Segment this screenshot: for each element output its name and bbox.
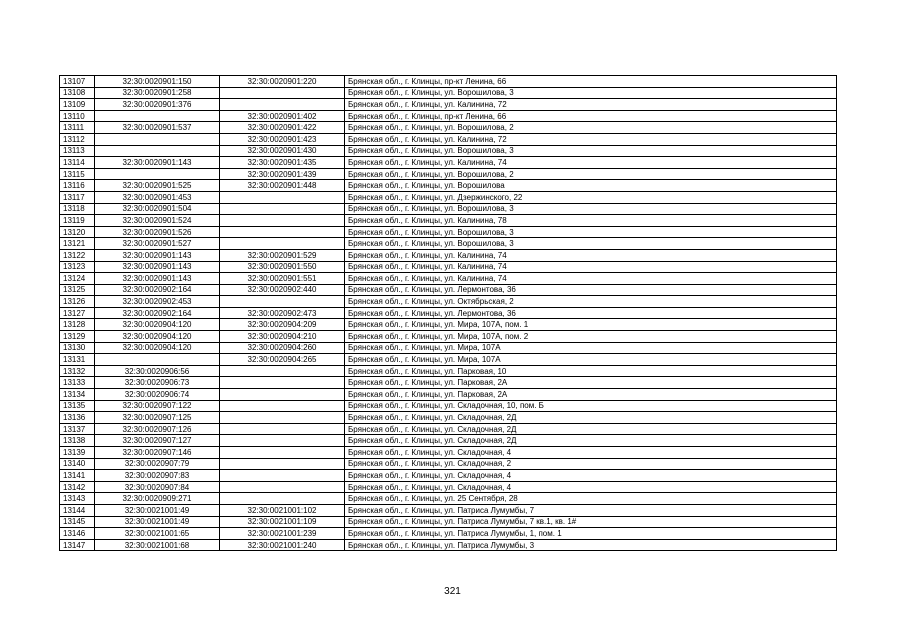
cadastral-number-cell	[95, 354, 220, 366]
table-row	[60, 180, 837, 192]
table-row	[60, 365, 837, 377]
row-number-cell: 13122	[60, 249, 95, 261]
building-number-cell	[220, 481, 345, 493]
building-number-cell	[220, 458, 345, 470]
row-number-cell: 13138	[60, 435, 95, 447]
building-number-cell	[220, 412, 345, 424]
row-number-cell: 13141	[60, 470, 95, 482]
building-number-cell: 32:30:0021001:239	[220, 528, 345, 540]
address-cell: Брянская обл., г. Клинцы, ул. Ворошилова, 3	[345, 238, 837, 250]
address-cell: Брянская обл., г. Клинцы, ул. Парковая, 2А	[345, 377, 837, 389]
row-number-cell: 13147	[60, 539, 95, 551]
table-row	[60, 203, 837, 215]
address-cell: Брянская обл., г. Клинцы, пр-кт Ленина, 66	[345, 76, 837, 88]
row-number-cell: 13113	[60, 145, 95, 157]
cadastral-number-cell: 32:30:0020906:74	[95, 389, 220, 401]
table-body	[60, 76, 837, 551]
building-number-cell	[220, 296, 345, 308]
address-cell: Брянская обл., г. Клинцы, ул. Патриса Лумумбы, 7	[345, 504, 837, 516]
row-number-cell: 13126	[60, 296, 95, 308]
building-number-cell: 32:30:0020902:440	[220, 284, 345, 296]
building-number-cell: 32:30:0021001:102	[220, 504, 345, 516]
table-row	[60, 377, 837, 389]
row-number-cell: 13142	[60, 481, 95, 493]
cadastral-number-cell: 32:30:0020902:453	[95, 296, 220, 308]
table-row	[60, 447, 837, 459]
cadastral-number-cell: 32:30:0020901:525	[95, 180, 220, 192]
address-cell: Брянская обл., г. Клинцы, ул. Парковая, 2А	[345, 389, 837, 401]
address-cell: Брянская обл., г. Клинцы, ул. Калинина, 78	[345, 215, 837, 227]
cadastral-number-cell: 32:30:0020906:56	[95, 365, 220, 377]
cadastral-number-cell	[95, 145, 220, 157]
row-number-cell: 13131	[60, 354, 95, 366]
building-number-cell	[220, 99, 345, 111]
building-number-cell: 32:30:0020904:209	[220, 319, 345, 331]
row-number-cell: 13128	[60, 319, 95, 331]
table-row	[60, 215, 837, 227]
cadastral-number-cell: 32:30:0020909:271	[95, 493, 220, 505]
table-row	[60, 157, 837, 169]
cadastral-number-cell	[95, 168, 220, 180]
table-row	[60, 145, 837, 157]
row-number-cell: 13129	[60, 331, 95, 343]
cadastral-number-cell: 32:30:0020907:79	[95, 458, 220, 470]
table-row	[60, 516, 837, 528]
address-cell: Брянская обл., г. Клинцы, ул. Калинина, 72	[345, 99, 837, 111]
cadastral-number-cell: 32:30:0020901:143	[95, 249, 220, 261]
address-cell: Брянская обл., г. Клинцы, ул. Калинина, 74	[345, 249, 837, 261]
cadastral-number-cell: 32:30:0020906:73	[95, 377, 220, 389]
row-number-cell: 13117	[60, 191, 95, 203]
cadastral-number-cell: 32:30:0020907:146	[95, 447, 220, 459]
building-number-cell	[220, 87, 345, 99]
row-number-cell: 13139	[60, 447, 95, 459]
cadastral-number-cell: 32:30:0020904:120	[95, 342, 220, 354]
table-row	[60, 331, 837, 343]
row-number-cell: 13134	[60, 389, 95, 401]
row-number-cell: 13130	[60, 342, 95, 354]
table-row	[60, 528, 837, 540]
table-row	[60, 76, 837, 88]
address-cell: Брянская обл., г. Клинцы, ул. Ворошилова	[345, 180, 837, 192]
building-number-cell: 32:30:0020901:550	[220, 261, 345, 273]
cadastral-number-cell: 32:30:0020901:150	[95, 76, 220, 88]
address-cell: Брянская обл., г. Клинцы, ул. Складочная, 2Д	[345, 423, 837, 435]
cadastral-number-cell: 32:30:0020904:120	[95, 331, 220, 343]
row-number-cell: 13127	[60, 307, 95, 319]
table-row	[60, 168, 837, 180]
cadastral-number-cell: 32:30:0020901:527	[95, 238, 220, 250]
cadastral-number-cell: 32:30:0020907:127	[95, 435, 220, 447]
address-cell: Брянская обл., г. Клинцы, ул. Ворошилова, 3	[345, 226, 837, 238]
table-row	[60, 470, 837, 482]
cadastral-number-cell: 32:30:0020902:164	[95, 284, 220, 296]
address-cell: Брянская обл., г. Клинцы, пр-кт Ленина, 66	[345, 110, 837, 122]
building-number-cell: 32:30:0020902:473	[220, 307, 345, 319]
building-number-cell: 32:30:0020901:220	[220, 76, 345, 88]
table-row	[60, 296, 837, 308]
table-row	[60, 249, 837, 261]
address-cell: Брянская обл., г. Клинцы, ул. 25 Сентября, 28	[345, 493, 837, 505]
row-number-cell: 13112	[60, 133, 95, 145]
address-cell: Брянская обл., г. Клинцы, ул. Ворошилова, 2	[345, 122, 837, 134]
row-number-cell: 13115	[60, 168, 95, 180]
table-row	[60, 412, 837, 424]
row-number-cell: 13125	[60, 284, 95, 296]
cadastral-number-cell: 32:30:0020907:126	[95, 423, 220, 435]
address-cell: Брянская обл., г. Клинцы, ул. Складочная, 2	[345, 458, 837, 470]
cadastral-number-cell: 32:30:0021001:68	[95, 539, 220, 551]
building-number-cell	[220, 365, 345, 377]
address-cell: Брянская обл., г. Клинцы, ул. Патриса Лумумбы, 1, пом. 1	[345, 528, 837, 540]
building-number-cell	[220, 447, 345, 459]
row-number-cell: 13121	[60, 238, 95, 250]
cadastral-number-cell: 32:30:0020901:376	[95, 99, 220, 111]
building-number-cell: 32:30:0020901:529	[220, 249, 345, 261]
property-table	[59, 75, 837, 551]
cadastral-number-cell: 32:30:0020904:120	[95, 319, 220, 331]
cadastral-number-cell: 32:30:0020901:504	[95, 203, 220, 215]
row-number-cell: 13146	[60, 528, 95, 540]
building-number-cell	[220, 226, 345, 238]
row-number-cell: 13119	[60, 215, 95, 227]
building-number-cell	[220, 215, 345, 227]
building-number-cell	[220, 423, 345, 435]
cadastral-number-cell: 32:30:0020907:84	[95, 481, 220, 493]
address-cell: Брянская обл., г. Клинцы, ул. Калинина, 74	[345, 157, 837, 169]
table-row	[60, 226, 837, 238]
address-cell: Брянская обл., г. Клинцы, ул. Складочная, 4	[345, 447, 837, 459]
address-cell: Брянская обл., г. Клинцы, ул. Патриса Лумумбы, 7 кв.1, кв. 1#	[345, 516, 837, 528]
address-cell: Брянская обл., г. Клинцы, ул. Ворошилова, 2	[345, 168, 837, 180]
row-number-cell: 13133	[60, 377, 95, 389]
row-number-cell: 13145	[60, 516, 95, 528]
cadastral-number-cell: 32:30:0020901:258	[95, 87, 220, 99]
cadastral-number-cell: 32:30:0021001:65	[95, 528, 220, 540]
address-cell: Брянская обл., г. Клинцы, ул. Лермонтова, 36	[345, 284, 837, 296]
building-number-cell	[220, 238, 345, 250]
row-number-cell: 13118	[60, 203, 95, 215]
table-row	[60, 539, 837, 551]
address-cell: Брянская обл., г. Клинцы, ул. Мира, 107А	[345, 342, 837, 354]
cadastral-number-cell	[95, 110, 220, 122]
table-row	[60, 400, 837, 412]
cadastral-number-cell: 32:30:0020901:453	[95, 191, 220, 203]
cadastral-number-cell: 32:30:0020901:143	[95, 157, 220, 169]
building-number-cell: 32:30:0020901:422	[220, 122, 345, 134]
cadastral-number-cell: 32:30:0020907:122	[95, 400, 220, 412]
building-number-cell: 32:30:0021001:109	[220, 516, 345, 528]
row-number-cell: 13114	[60, 157, 95, 169]
building-number-cell: 32:30:0020901:430	[220, 145, 345, 157]
row-number-cell: 13136	[60, 412, 95, 424]
table-row	[60, 238, 837, 250]
address-cell: Брянская обл., г. Клинцы, ул. Ворошилова, 3	[345, 145, 837, 157]
row-number-cell: 13124	[60, 273, 95, 285]
address-cell: Брянская обл., г. Клинцы, ул. Парковая, 10	[345, 365, 837, 377]
table-row	[60, 342, 837, 354]
building-number-cell: 32:30:0020904:210	[220, 331, 345, 343]
table-row	[60, 389, 837, 401]
building-number-cell: 32:30:0020901:423	[220, 133, 345, 145]
row-number-cell: 13137	[60, 423, 95, 435]
cadastral-number-cell: 32:30:0020901:537	[95, 122, 220, 134]
table-row	[60, 110, 837, 122]
row-number-cell: 13107	[60, 76, 95, 88]
building-number-cell	[220, 389, 345, 401]
building-number-cell: 32:30:0020904:265	[220, 354, 345, 366]
cadastral-number-cell: 32:30:0020901:526	[95, 226, 220, 238]
row-number-cell: 13111	[60, 122, 95, 134]
address-cell: Брянская обл., г. Клинцы, ул. Дзержинского, 22	[345, 191, 837, 203]
row-number-cell: 13120	[60, 226, 95, 238]
row-number-cell: 13109	[60, 99, 95, 111]
building-number-cell: 32:30:0020904:260	[220, 342, 345, 354]
table-row	[60, 423, 837, 435]
table-row	[60, 122, 837, 134]
address-cell: Брянская обл., г. Клинцы, ул. Складочная, 4	[345, 481, 837, 493]
page-number: 321	[444, 586, 461, 597]
table-row	[60, 87, 837, 99]
table-row	[60, 273, 837, 285]
building-number-cell: 32:30:0020901:435	[220, 157, 345, 169]
address-cell: Брянская обл., г. Клинцы, ул. Лермонтова, 36	[345, 307, 837, 319]
address-cell: Брянская обл., г. Клинцы, ул. Октябрьская, 2	[345, 296, 837, 308]
table-row	[60, 504, 837, 516]
row-number-cell: 13135	[60, 400, 95, 412]
address-cell: Брянская обл., г. Клинцы, ул. Калинина, 74	[345, 261, 837, 273]
cadastral-number-cell: 32:30:0021001:49	[95, 516, 220, 528]
row-number-cell: 13132	[60, 365, 95, 377]
table-row	[60, 458, 837, 470]
table-row	[60, 354, 837, 366]
address-cell: Брянская обл., г. Клинцы, ул. Мира, 107А	[345, 354, 837, 366]
table-row	[60, 307, 837, 319]
table-row	[60, 133, 837, 145]
building-number-cell: 32:30:0020901:551	[220, 273, 345, 285]
building-number-cell: 32:30:0021001:240	[220, 539, 345, 551]
address-cell: Брянская обл., г. Клинцы, ул. Калинина, 74	[345, 273, 837, 285]
building-number-cell: 32:30:0020901:402	[220, 110, 345, 122]
row-number-cell: 13108	[60, 87, 95, 99]
address-cell: Брянская обл., г. Клинцы, ул. Складочная, 2Д	[345, 435, 837, 447]
cadastral-number-cell: 32:30:0020907:125	[95, 412, 220, 424]
address-cell: Брянская обл., г. Клинцы, ул. Ворошилова, 3	[345, 87, 837, 99]
row-number-cell: 13143	[60, 493, 95, 505]
cadastral-number-cell: 32:30:0021001:49	[95, 504, 220, 516]
address-cell: Брянская обл., г. Клинцы, ул. Мира, 107А, пом. 1	[345, 319, 837, 331]
building-number-cell: 32:30:0020901:439	[220, 168, 345, 180]
row-number-cell: 13144	[60, 504, 95, 516]
address-cell: Брянская обл., г. Клинцы, ул. Ворошилова, 3	[345, 203, 837, 215]
cadastral-number-cell: 32:30:0020901:143	[95, 261, 220, 273]
table-row	[60, 284, 837, 296]
building-number-cell	[220, 435, 345, 447]
address-cell: Брянская обл., г. Клинцы, ул. Складочная, 4	[345, 470, 837, 482]
address-cell: Брянская обл., г. Клинцы, ул. Патриса Лумумбы, 3	[345, 539, 837, 551]
address-cell: Брянская обл., г. Клинцы, ул. Складочная, 10, пом. Б	[345, 400, 837, 412]
building-number-cell	[220, 203, 345, 215]
cadastral-number-cell: 32:30:0020902:164	[95, 307, 220, 319]
building-number-cell	[220, 400, 345, 412]
table-row	[60, 435, 837, 447]
table-row	[60, 493, 837, 505]
building-number-cell	[220, 493, 345, 505]
table-row	[60, 99, 837, 111]
row-number-cell: 13140	[60, 458, 95, 470]
cadastral-number-cell: 32:30:0020901:143	[95, 273, 220, 285]
address-cell: Брянская обл., г. Клинцы, ул. Складочная, 2Д	[345, 412, 837, 424]
table-row	[60, 319, 837, 331]
row-number-cell: 13110	[60, 110, 95, 122]
cadastral-number-cell: 32:30:0020907:83	[95, 470, 220, 482]
cadastral-number-cell: 32:30:0020901:524	[95, 215, 220, 227]
building-number-cell	[220, 191, 345, 203]
table-row	[60, 261, 837, 273]
building-number-cell	[220, 377, 345, 389]
address-cell: Брянская обл., г. Клинцы, ул. Мира, 107А, пом. 2	[345, 331, 837, 343]
table-row	[60, 191, 837, 203]
building-number-cell: 32:30:0020901:448	[220, 180, 345, 192]
address-cell: Брянская обл., г. Клинцы, ул. Калинина, 72	[345, 133, 837, 145]
building-number-cell	[220, 470, 345, 482]
cadastral-number-cell	[95, 133, 220, 145]
table-row	[60, 481, 837, 493]
row-number-cell: 13123	[60, 261, 95, 273]
row-number-cell: 13116	[60, 180, 95, 192]
